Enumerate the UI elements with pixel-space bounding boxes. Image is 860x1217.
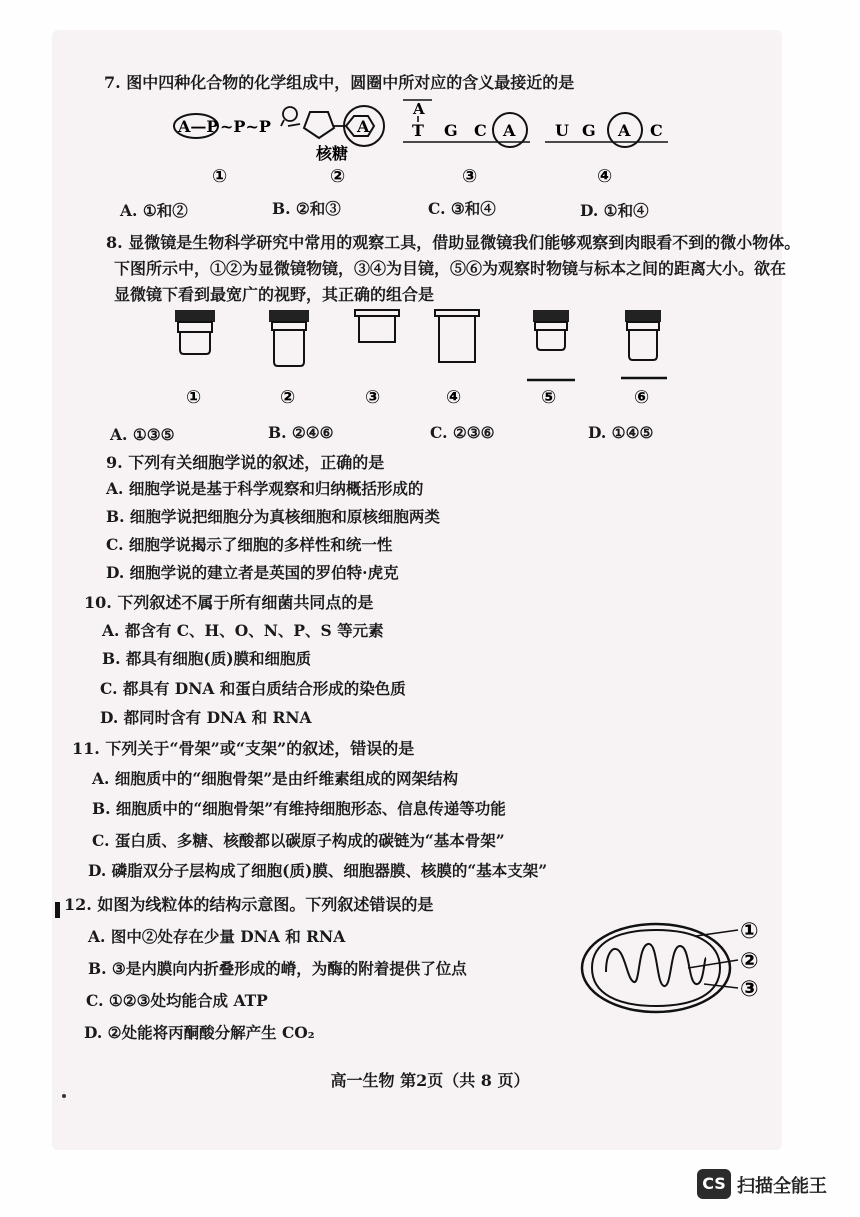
q7-rna-base-4: C [650, 121, 663, 140]
q7-dna-base-2: G [444, 121, 458, 140]
q8-label-4: ④ [446, 387, 462, 408]
margin-mark [55, 902, 60, 918]
q7-label-4: ④ [597, 166, 613, 187]
q8-label-3: ③ [365, 387, 381, 408]
q8-option-b: B. ②④⑥ [268, 423, 334, 442]
q11-option-a: A. 细胞质中的“细胞骨架”是由纤维素组成的网架结构 [92, 769, 459, 788]
q7-dna-top: A [413, 100, 425, 118]
q8-stem-line-2: 下图所示中，①②为显微镜物镜，③④为目镜，⑤⑥为观察时物镜与标本之间的距离大小。欲在 [114, 259, 787, 278]
q7-option-a: A. ①和② [120, 201, 188, 220]
q8-option-d: D. ①④⑤ [588, 423, 654, 442]
q7-ribose-label: 核糖 [316, 144, 349, 163]
q7-label-3: ③ [462, 166, 478, 187]
q9-option-c: C. 细胞学说揭示了细胞的多样性和统一性 [106, 535, 393, 554]
q10-stem: 10. 下列叙述不属于所有细菌共同点的是 [84, 593, 374, 612]
q7-rna-base-3: A [618, 121, 631, 140]
q8-label-1: ① [186, 387, 202, 408]
q8-stem-line-3: 显微镜下看到最宽广的视野，其正确的组合是 [114, 285, 435, 304]
q8-lens-figure [165, 300, 685, 415]
q7-rna-base-1: U [555, 121, 569, 140]
mitochondrion-diagram [578, 912, 784, 1022]
q8-label-6: ⑥ [634, 387, 650, 408]
q10-option-a: A. 都含有 C、H、O、N、P、S 等元素 [102, 621, 384, 640]
camscanner-watermark-text: 扫描全能王 [737, 1176, 827, 1197]
stray-mark [62, 1094, 66, 1098]
q12-option-a: A. 图中②处存在少量 DNA 和 RNA [88, 927, 346, 946]
q8-label-2: ② [280, 387, 296, 408]
q9-option-a: A. 细胞学说是基于科学观察和归纳概括形成的 [106, 479, 424, 498]
q7-atp-text: A—P [178, 117, 219, 136]
q12-stem: 12. 如图为线粒体的结构示意图。下列叙述错误的是 [64, 895, 434, 914]
q9-option-d: D. 细胞学说的建立者是英国的罗伯特·虎克 [106, 563, 399, 582]
q9-stem: 9. 下列有关细胞学说的叙述，正确的是 [106, 453, 385, 472]
q7-label-2: ② [330, 166, 346, 187]
mito-label-1: ① [740, 919, 759, 944]
q7-figure [160, 96, 680, 194]
q11-option-d: D. 磷脂双分子层构成了细胞(质)膜、细胞器膜、核膜的“基本支架” [88, 861, 548, 880]
q7-dna-base-1: T [412, 121, 424, 140]
q11-option-c: C. 蛋白质、多糖、核酸都以碳原子构成的碳链为“基本骨架” [92, 831, 505, 850]
q7-atp-tail: ~P~P [220, 117, 271, 136]
q9-option-b: B. 细胞学说把细胞分为真核细胞和原核细胞两类 [106, 507, 440, 526]
q8-option-a: A. ①③⑤ [110, 425, 175, 444]
q11-option-b: B. 细胞质中的“细胞骨架”有维持细胞形态、信息传递等功能 [92, 799, 506, 818]
q7-option-c: C. ③和④ [428, 199, 496, 218]
q7-stem: 7. 图中四种化合物的化学组成中，圆圈中所对应的含义最接近的是 [104, 73, 575, 92]
q12-option-b: B. ③是内膜向内折叠形成的嵴，为酶的附着提供了位点 [88, 959, 467, 978]
q11-stem: 11. 下列关于“骨架”或“支架”的叙述，错误的是 [72, 739, 415, 758]
q8-option-c: C. ②③⑥ [430, 423, 495, 442]
q7-base-a: A [357, 117, 370, 136]
mito-label-2: ② [740, 949, 759, 974]
mito-label-3: ③ [740, 977, 759, 1002]
q12-option-c: C. ①②③处均能合成 ATP [86, 991, 268, 1010]
q7-rna-base-2: G [582, 121, 596, 140]
q8-stem-line-1: 8. 显微镜是生物科学研究中常用的观察工具，借助显微镜我们能够观察到肉眼看不到的微小物体。 [106, 233, 801, 252]
q7-option-d: D. ①和④ [580, 201, 649, 220]
q10-option-b: B. 都具有细胞(质)膜和细胞质 [102, 649, 312, 668]
q7-dna-base-4: A [503, 121, 516, 140]
q7-option-b: B. ②和③ [272, 199, 341, 218]
q10-option-d: D. 都同时含有 DNA 和 RNA [100, 708, 312, 727]
q7-label-1: ① [212, 166, 228, 187]
q7-dna-base-3: C [474, 121, 487, 140]
q10-option-c: C. 都具有 DNA 和蛋白质结合形成的染色质 [100, 679, 406, 698]
page-footer: 高一生物 第2页（共 8 页） [330, 1071, 530, 1090]
q12-option-d: D. ②处能将丙酮酸分解产生 CO₂ [84, 1023, 315, 1042]
camscanner-logo-icon: CS [697, 1169, 731, 1199]
q8-label-5: ⑤ [541, 387, 557, 408]
